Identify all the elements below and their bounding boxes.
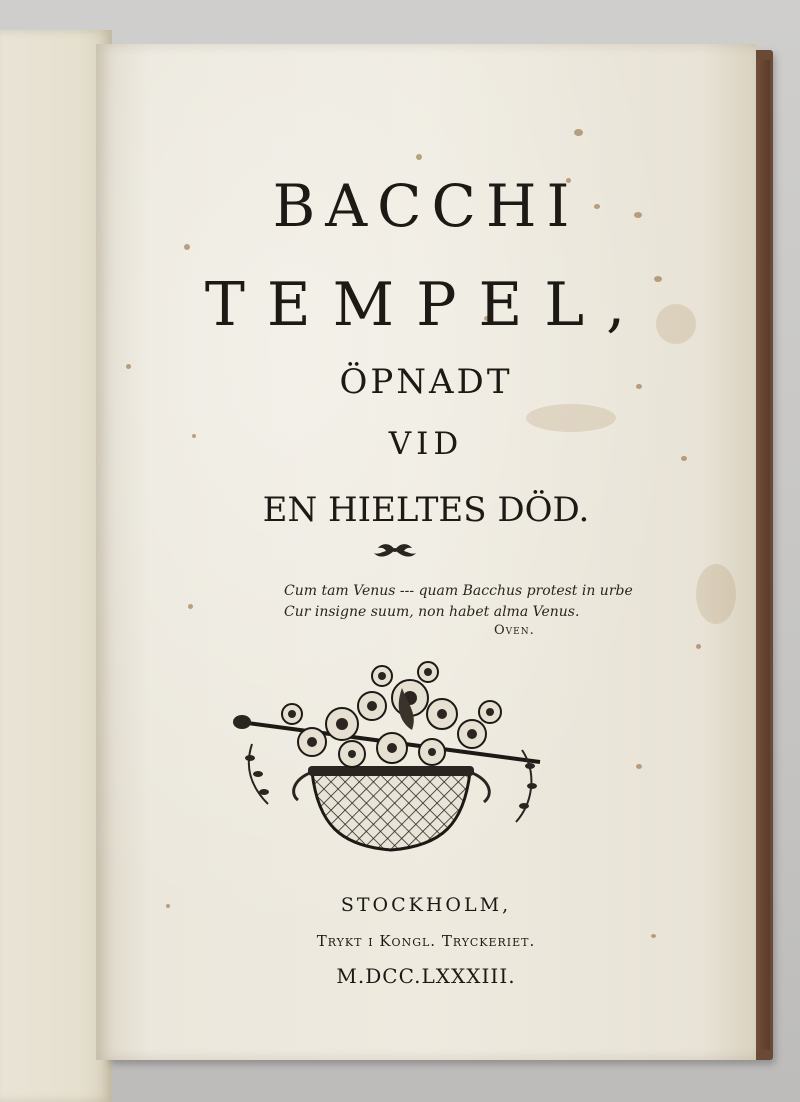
- title-line-1: BACCHI: [272, 172, 580, 240]
- motto-line-2: Cur insigne suum, non habet alma Venus.: [284, 604, 580, 620]
- imprint-place: STOCKHOLM,: [340, 894, 512, 916]
- imprint-year: M.DCC.LXXXIII.: [336, 964, 516, 988]
- title-page: [96, 44, 756, 1060]
- title-line-2: TEMPEL,: [204, 270, 648, 340]
- flower-basket-vignette-icon: [232, 654, 550, 874]
- motto-author: Oven.: [494, 623, 535, 638]
- subtitle-line-2: VID: [388, 426, 464, 462]
- subtitle-line-3: EN HIELTES DÖD.: [262, 490, 590, 530]
- imprint-printer: Trykt i Kongl. Tryckeriet.: [316, 932, 536, 950]
- subtitle-line-1: ÖPNADT: [339, 362, 513, 402]
- fleuron-ornament-icon: [370, 539, 420, 561]
- motto-line-1: Cum tam Venus --- quam Bacchus protest in urbe: [284, 583, 633, 599]
